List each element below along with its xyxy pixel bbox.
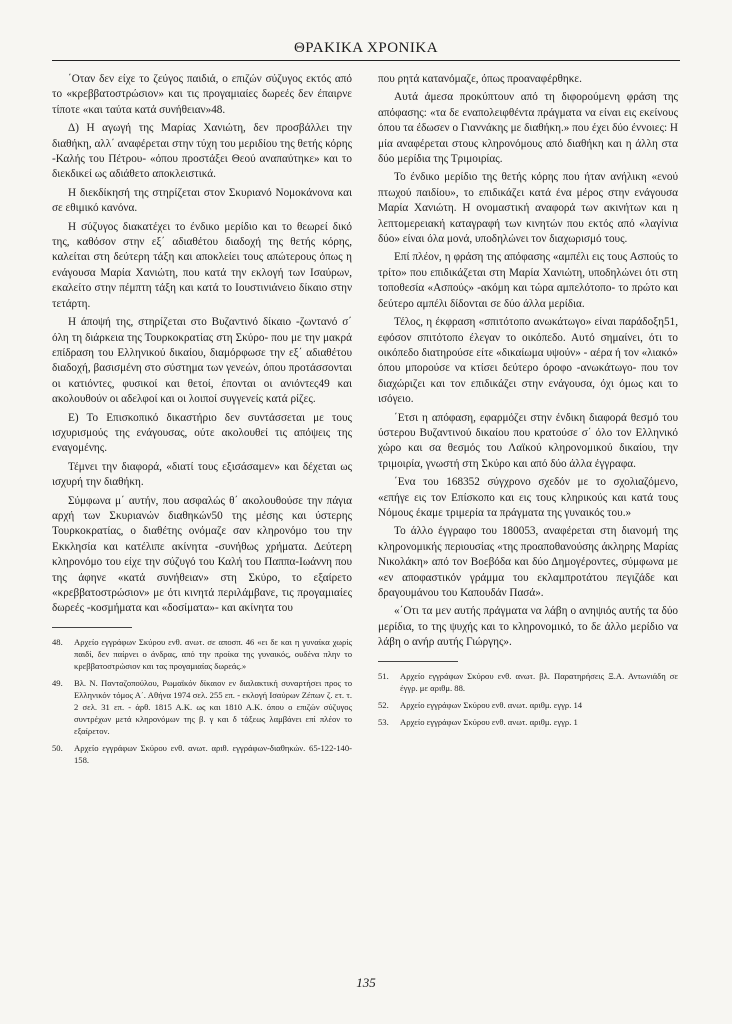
footnote — [378, 699, 678, 711]
footnote-text: Αρχείο εγγράφων Σκύρου ενθ. ανωτ. σε αποσπ. 46 «ει δε και η γυναίκα χωρίς παιδί, δεν παίρνει ο άνδρας, από την προίκα της γυναικός, ουδένα πλην το κρεββατοστρώσιον και τας προγαμιαίας δωρεάς.» — [74, 636, 352, 671]
body-paragraph: Το ένδικο μερίδιο της θετής κόρης που ήταν ανήλικη «ενού πτωχού παιδίου», το επιδικάζει κατά ένα μέρος στην ενάγουσα Μαρία Χανιώτη. Η ονομαστική αναφορά των ακινήτων και η λεπτομερειακή καταγραφή των κινητών που εκτός από «λαγίνια δύο» είναι όλα μονά, υποδηλώνει τον διαχωρισμό τους. — [378, 171, 678, 246]
body-paragraph: Σύμφωνα μ΄ αυτήν, που ασφαλώς θ΄ ακολουθούσε την πάγια αρχή των Σκυριανών διαθηκών50 της μέσης και ύστερης Τουρκοκρατίας, ο διαθέτης ονόμαζε σαν κληρονόμο του την Εκκλησία και κατέλιπε ακίνητα -συνήθως χρήματα. Δεύτερη κληρονόμο του είχε την σύζυγό του Καλή του Παππα-Ιωάννη που της άφηνε «κατά συνήθειαν» στη Σκύρο, το εξαίρετο «κρεββατοστρώσιον» με ότι κινητά περιλάμβανε, τις προγαμιαίες δωρεές -κοσμήματα και «δοσίματα»- και ακίνητα του — [52, 494, 352, 615]
body-paragraph: Η διεκδίκησή της στηρίζεται στον Σκυριανό Νομοκάνονα και σε εθιμικό κανόνα. — [52, 186, 352, 215]
footnote-number: 48. — [52, 636, 63, 647]
body-paragraph: που ρητά κατανόμαζε, όπως προαναφέρθηκε. — [378, 73, 582, 85]
body-paragraph: Τέλος, η έκφραση «σπιτότοπο ανωκάτωγο» είναι παράδοξη51, εφόσον σπιτότοπο έλεγαν το οικόπεδο. Αυτό σημαίνει, ότι το οικόπεδο διατηρούσε είτε «δικαίωμα υψούν» - αέρα ή τον «λιακό» όπου μπορούσε να κτίσει δεύτερο όροφο -ανωκάτωγο- που τον διαχώριζει και τον επιδικάζει στην ενάγουσα, όχι όμως και το ισόγειο. — [378, 316, 678, 406]
footnote-text: Βλ. Ν. Πανταζοπούλου, Ρωμαϊκόν δίκαιον εν διαλακτική συναρτήσει προς το Ελληνικόν τόμος Α΄. Αθήνα 1974 σελ. 255 επ. - εκλογή Ισαύρων Ζέπων ζ. ετ. τ. 2 σελ. 31 επ. - άρθ. 1815 Α.Κ. ως και 1810 Α.Κ. όπου ο επιζών σύζυγος συντρέχων μετά κληρονόμων της β. γ και δ τάξεως λαμβάνει επί πλέον το εξαίρετον. — [74, 677, 352, 736]
body-paragraph: Επί πλέον, η φράση της απόφασης «αμπέλι εις τους Ασπούς το τρίτο» που επιδικάζεται στη Μαρία Χανιώτη, υποδηλώνει ότι στη τοποθεσία «Ασπούς» -ακόμη και τώρα αμπελότοπο- το πρώτο και δεύτερο αμπέλι δίδονται σε δύο άλλα μερίδια. — [378, 251, 678, 310]
body-paragraph: Τέμνει την διαφορά, «διατί τους εξισάσαμεν» και δέχεται ως ισχυρή την διαθήκη. — [52, 460, 352, 489]
body-paragraph: Η σύζυγος διακατέχει το ένδικο μερίδιο και το θεωρεί δικό της, καθόσον στην εξ΄ αδιαθέτου διαδοχή της θετής κόρης, καλείται στη δεύτερη τάξη και αποκλείει τους απώτερους όπως η ενάγουσα Μαρία Χανιώτη, που κατά την εκλογή των Ισαύρων, εκαλείτο στην πέμπτη τάξη και κατά το Ιουστινιάνειο δίκαιο στην τετάρτη. — [52, 220, 352, 310]
footnote-text: Αρχείο εγγράφων Σκύρου ενθ. ανωτ. αριθ. εγγράφων-διαθηκών. 65-122-140-158. — [74, 742, 352, 765]
footnote-number: 52. — [378, 699, 389, 710]
footnote-text: Αρχείο εγγράφων Σκύρου ενθ. ανωτ. αριθμ. εγγρ. 1 — [400, 716, 578, 727]
page-number: 135 — [356, 975, 376, 990]
body-paragraph: ΄Ενα του 168352 σύγχρονο σχεδόν με το σχολιαζόμενο, «επήγε εις τον Επίσκοπο και εις τους κληρικούς και κατά τους Νόμους έκαμε τριμερία τα πράγματα της γυναικός του.» — [378, 476, 678, 519]
body-paragraph: Η άποψή της, στηρίζεται στο Βυζαντινό δίκαιο -ζωντανό σ΄ όλη τη διάρκεια της Τουρκοκρατίας στη Σκύρο- που με την μακρά επίδραση του Ελληνικού δικαίου, διαμόρφωσε την εξ΄ αδιαθέτου διαδοχή, βασισμένη στο σύστημα των γενεών, όπου προτάσσονται οι κατιόντες, φυσικοί και θετοί, έπονται οι ανιόντες49 και ακολουθούν οι αδελφοί και οι λοιποί συγγενείς κατά ρίζες. — [52, 316, 352, 406]
footnote-number: 49. — [52, 677, 63, 688]
footnote — [52, 677, 352, 737]
footnote — [378, 716, 678, 728]
body-paragraph: ΄Ετσι η απόφαση, εφαρμόζει στην ένδικη διαφορά θεσμό του ύστερου Βυζαντινού δικαίου που κρατούσε σ΄ όλο τον Ελληνικό χώρο και σα θεσμός του Λαϊκού κληρονομικού δικαίου, την τριμοιρία, γνωστή στη Σκύρο και από δύο άλλα έγγραφα. — [378, 411, 678, 470]
header-rule — [52, 60, 680, 61]
body-paragraph: ΄Οταν δεν είχε το ζεύγος παιδιά, ο επιζών σύζυγος εκτός από το «κρεββατοστρώσιον» και τις προγαμιαίες δωρεές δεν έπαιρνε τίποτε «και ταύτα κατά συνήθειαν»48. — [52, 73, 352, 116]
footnote-text: Αρχείο εγγράφων Σκύρου ενθ. ανωτ. αριθμ. εγγρ. 14 — [400, 699, 583, 710]
running-header: ΘΡΑΚΙΚΑ ΧΡΟΝΙΚΑ — [293, 40, 439, 56]
body-paragraph: Ε) Το Επισκοπικό δικαστήριο δεν συντάσσεται με τους ισχυρισμούς της ενάγουσας, ούτε ακολουθεί τις απόψεις της εναγομένης. — [52, 411, 352, 455]
right-column — [378, 72, 678, 733]
footnote-rule — [52, 627, 132, 628]
body-paragraph: Αυτά άμεσα προκύπτουν από τη διφορούμενη φράση της απόφασης: «τα δε εναπολειφθέντα πράγματα να είναι εις εκείνους όπου τα έδωσεν ο Γιαννάκης με διαθήκη.» που έχει δύο έννοιες: Η μία αναφέρεται στους κληρονόμους από διαθήκη και η άλλη στα δύο μερίδια της Τριμοιρίας. — [378, 91, 678, 166]
body-paragraph: Δ) Η αγωγή της Μαρίας Χανιώτη, δεν προσβάλλει την διαθήκη, αλλ΄ αναφέρεται στην τύχη του μεριδίου της θετής κόρης -Καλής του Πέτρου- «όπου προστάξει Θεού αναπαύτηκε» και το διεκδικεί ως αδιάθετο αποκλειστικά. — [52, 122, 352, 181]
footnote — [378, 670, 678, 694]
body-paragraph: Το άλλο έγγραφο του 180053, αναφέρεται στη διανομή της κληρονομικής περιουσίας «της προαποθανούσης άκληρης Μαρίας Νικολάκη» από τον Βοεβόδα και δύο Δημογέροντες, σύμφωνα με «εν αποφαστικόν γράμμα του εκλαμπροτάτου πεγιζάδε και δραγουμάνου του Καπουδάν Πασά». — [378, 525, 678, 599]
footnote — [52, 742, 352, 766]
footnote-number: 51. — [378, 670, 389, 681]
footnote-rule — [378, 661, 458, 662]
footnote-number: 50. — [52, 742, 63, 753]
footnote — [52, 636, 352, 672]
left-column — [52, 72, 352, 771]
footnote-number: 53. — [378, 716, 389, 727]
body-paragraph: «΄Οτι τα μεν αυτής πράγματα να λάβη ο ανηψιός αυτής τα δύο μερίδια, το της ψυχής και το κληρονομικό, το δε άλλο μερίδιο να λάβη ο ανήρ αυτής Γιώργης». — [378, 605, 678, 649]
footnote-text: Αρχείο εγγράφων Σκύρου ενθ. ανωτ. βλ. Παρατηρήσεις Ξ.Α. Αντωνιάδη σε έγγρ. με αριθμ. 88. — [400, 670, 678, 693]
